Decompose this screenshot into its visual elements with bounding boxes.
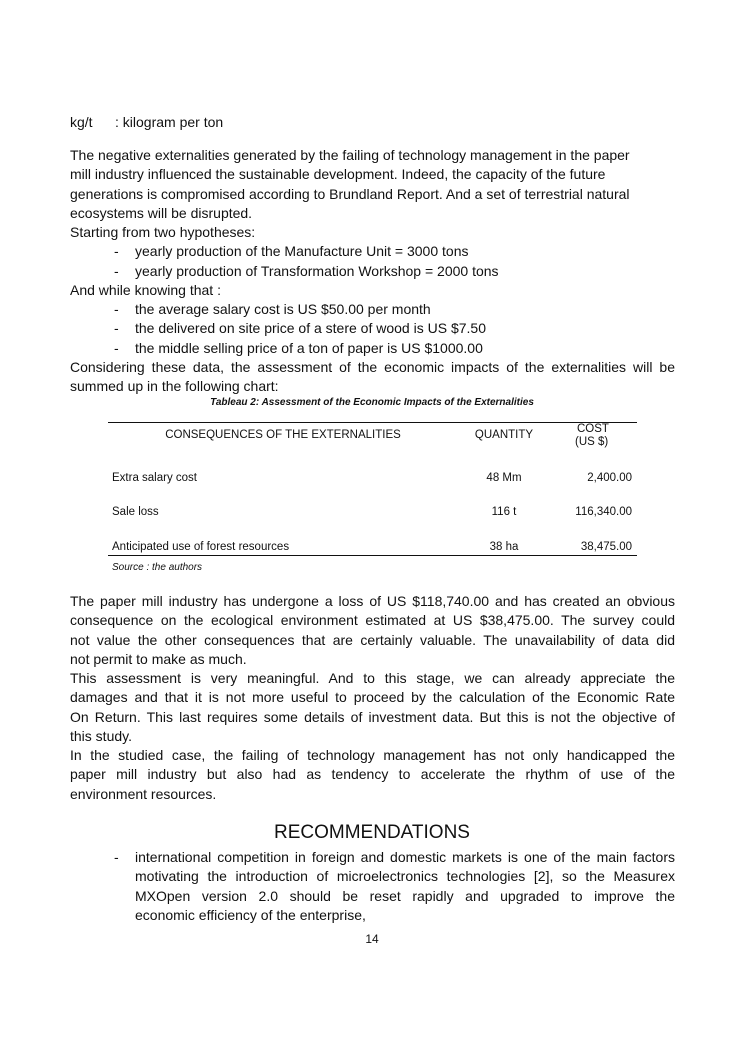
cell-cost: 2,400.00 bbox=[587, 472, 632, 484]
cell-consequence: Anticipated use of forest resources bbox=[112, 541, 290, 553]
text-line: Considering these data, the assessment of the economic impacts of the externalities will be bbox=[70, 358, 675, 375]
text-line: mill industry influenced the sustainable development. Indeed, the capacity of the future bbox=[70, 166, 606, 183]
cell-consequence: Sale loss bbox=[112, 506, 159, 518]
cell-quantity: 38 ha bbox=[489, 541, 519, 553]
list-item bbox=[70, 242, 675, 261]
hypotheses-intro: Starting from two hypotheses: bbox=[70, 224, 256, 240]
text-line: not value the other consequences that are certainly valuable. The unavailability of data did bbox=[70, 631, 675, 648]
list-item-text: economic efficiency of the enterprise, bbox=[135, 906, 366, 923]
list-item bbox=[70, 300, 675, 319]
list-item bbox=[70, 319, 675, 338]
list-item-text: the middle selling price of a ton of paper is US $1000.00 bbox=[135, 339, 483, 356]
list-item bbox=[70, 339, 675, 358]
header-quantity: QUANTITY bbox=[474, 429, 534, 441]
header-cost bbox=[575, 423, 609, 449]
cell-cost: 38,475.00 bbox=[580, 541, 632, 553]
cell-quantity: 116 t bbox=[491, 506, 517, 518]
list-item-line bbox=[70, 867, 675, 886]
text-line: In the studied case, the failing of technology management has not only handicapped the bbox=[70, 747, 675, 763]
text-line: This assessment is very meaningful. And to this stage, we can already appreciate the bbox=[70, 670, 675, 686]
list-item-text: yearly production of Transformation Workshop = 2000 tons bbox=[135, 262, 499, 279]
cell-consequence: Extra salary cost bbox=[112, 472, 197, 484]
cell-cost: 116,340.00 bbox=[575, 506, 632, 518]
text-line: this study. bbox=[70, 727, 132, 744]
header-consequences: CONSEQUENCES OF THE EXTERNALITIES bbox=[165, 429, 401, 441]
page-number: 14 bbox=[365, 932, 379, 946]
list-item-text: MXOpen version 2.0 should be reset rapidly and upgraded to improve the bbox=[135, 887, 675, 904]
text-line: not permit to make as much. bbox=[70, 650, 247, 667]
text-line: consequence on the ecological environment estimated at US $38,475.00. The survey could bbox=[70, 612, 675, 629]
abbreviation-entry bbox=[70, 113, 224, 132]
list-item-line bbox=[70, 887, 675, 906]
bullet-dash: - bbox=[114, 243, 119, 260]
abbreviation-definition: : kilogram per ton bbox=[115, 114, 224, 130]
bullet-dash: - bbox=[114, 339, 119, 356]
text-line: paper mill industry but also had as tendency to accelerate the rhythm of use of the bbox=[70, 766, 675, 783]
list-item bbox=[70, 262, 675, 281]
intro-section bbox=[70, 146, 675, 396]
cell-quantity: 48 Mm bbox=[486, 472, 522, 484]
recommendations-heading: RECOMMENDATIONS bbox=[274, 822, 470, 843]
knowing-intro: And while knowing that : bbox=[70, 281, 221, 298]
bullet-dash: - bbox=[114, 849, 119, 865]
abbreviation-term: kg/t bbox=[70, 114, 93, 130]
table-caption: Tableau 2: Assessment of the Economic Impacts of the Externalities bbox=[210, 397, 534, 408]
text-line: ecosystems will be disrupted. bbox=[70, 204, 253, 221]
list-item-line bbox=[70, 848, 675, 867]
list-item-text: the average salary cost is US $50.00 per month bbox=[135, 301, 431, 317]
list-item-text: international competition in foreign and domestic markets is one of the main factors bbox=[135, 849, 675, 865]
list-item-text: motivating the introduction of microelectronics technologies [2], so the Measurex bbox=[135, 868, 675, 885]
bullet-dash: - bbox=[114, 320, 119, 337]
text-line: On Return. This last requires some details of investment data. But this is not the objective of bbox=[70, 708, 675, 725]
header-cost-line: (US $) bbox=[575, 436, 609, 448]
header-cost-line: COST bbox=[577, 423, 609, 435]
list-item-text: the delivered on site price of a stere of wood is US $7.50 bbox=[135, 320, 486, 337]
text-line: environment resources. bbox=[70, 785, 217, 802]
body-section bbox=[70, 592, 675, 804]
text-line: summed up in the following chart: bbox=[70, 378, 279, 394]
table-top-rule bbox=[108, 422, 637, 423]
text-line: The paper mill industry has undergone a loss of US $118,740.00 and has created an obvious bbox=[70, 593, 675, 609]
text-line: generations is compromised according to Brundland Report. And a set of terrestrial natural bbox=[70, 185, 630, 202]
table-source: Source : the authors bbox=[112, 562, 203, 573]
recommendations-list bbox=[70, 848, 675, 925]
table-bottom-rule bbox=[108, 555, 637, 556]
list-item-line bbox=[70, 906, 675, 925]
bullet-dash: - bbox=[114, 301, 119, 317]
bullet-dash: - bbox=[114, 262, 119, 279]
text-line: damages and that it is not more useful to proceed by the calculation of the Economic Rate bbox=[70, 689, 675, 706]
list-item-text: yearly production of the Manufacture Unit = 3000 tons bbox=[135, 243, 469, 260]
text-line: The negative externalities generated by the failing of technology management in the paper bbox=[70, 147, 630, 163]
